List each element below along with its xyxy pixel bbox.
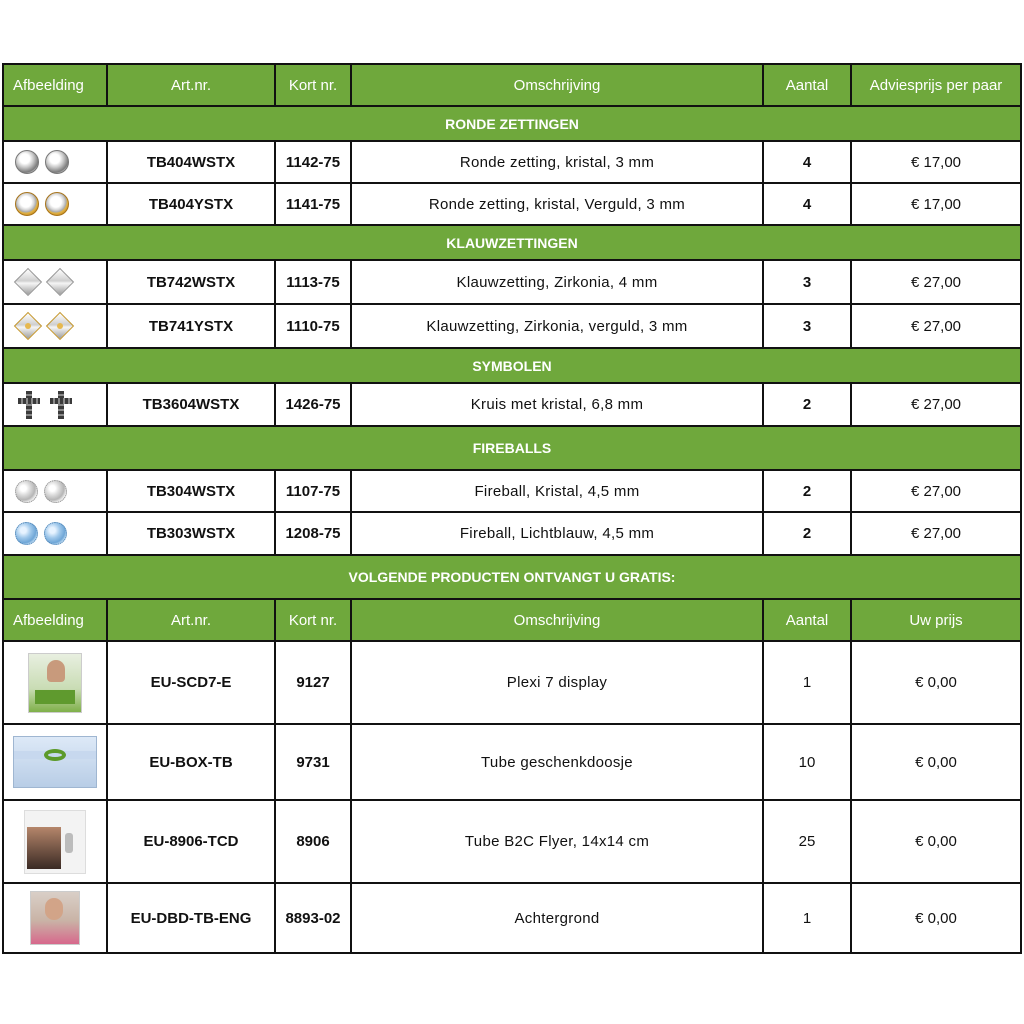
table-row: [3, 641, 1021, 724]
crystal-fireball-icon: [44, 480, 67, 503]
header-qty: Aantal: [763, 599, 851, 641]
table-row: [3, 260, 1021, 304]
description: Achtergrond: [351, 883, 763, 953]
price: € 27,00: [851, 260, 1021, 304]
header-kort: Kort nr.: [275, 64, 351, 106]
crystal-fireball-icon: [15, 480, 38, 503]
table-row: [3, 304, 1021, 348]
quantity: 4: [763, 141, 851, 183]
product-image: [3, 724, 107, 800]
price: € 27,00: [851, 512, 1021, 555]
table-row: [3, 383, 1021, 426]
header-desc: Omschrijving: [351, 599, 763, 641]
quantity: 4: [763, 183, 851, 225]
quantity: 2: [763, 470, 851, 512]
gold-claw-stud-icon: [47, 313, 73, 339]
kort-nr: 1107-75: [275, 470, 351, 512]
description: Klauwzetting, Zirkonia, verguld, 3 mm: [351, 304, 763, 348]
table-header: [3, 64, 1021, 106]
header-art: Art.nr.: [107, 599, 275, 641]
product-image: [3, 141, 107, 183]
header-image: Afbeelding: [3, 599, 107, 641]
art-nr: TB741YSTX: [107, 304, 275, 348]
quantity: 3: [763, 304, 851, 348]
quantity: 1: [763, 641, 851, 724]
kort-nr: 1142-75: [275, 141, 351, 183]
table-row: [3, 470, 1021, 512]
display-photo: [28, 653, 82, 713]
product-image: [3, 260, 107, 304]
blue-fireball-icon: [15, 522, 38, 545]
claw-stud-icon: [15, 269, 41, 295]
table-row: [3, 183, 1021, 225]
description: Ronde zetting, kristal, Verguld, 3 mm: [351, 183, 763, 225]
description: Tube B2C Flyer, 14x14 cm: [351, 800, 763, 883]
section-row: [3, 426, 1021, 470]
header-qty: Aantal: [763, 64, 851, 106]
cross-icon: [18, 391, 40, 419]
description: Klauwzetting, Zirkonia, 4 mm: [351, 260, 763, 304]
description: Plexi 7 display: [351, 641, 763, 724]
gold-claw-stud-icon: [15, 313, 41, 339]
table-row: [3, 724, 1021, 800]
section-row: [3, 106, 1021, 141]
section-row: [3, 348, 1021, 383]
art-nr: EU-8906-TCD: [107, 800, 275, 883]
art-nr: TB404WSTX: [107, 141, 275, 183]
blue-fireball-icon: [44, 522, 67, 545]
gold-stud-icon: [15, 192, 39, 216]
kort-nr: 8893-02: [275, 883, 351, 953]
quantity: 2: [763, 383, 851, 426]
table-row: [3, 512, 1021, 555]
product-image: [3, 383, 107, 426]
silver-stud-icon: [45, 150, 69, 174]
price: € 27,00: [851, 383, 1021, 426]
art-nr: TB3604WSTX: [107, 383, 275, 426]
art-nr: TB304WSTX: [107, 470, 275, 512]
header-price: Adviesprijs per paar: [851, 64, 1021, 106]
section-ronde: RONDE ZETTINGEN: [3, 106, 1021, 141]
kort-nr: 1110-75: [275, 304, 351, 348]
kort-nr: 9127: [275, 641, 351, 724]
price: € 17,00: [851, 183, 1021, 225]
description: Fireball, Kristal, 4,5 mm: [351, 470, 763, 512]
quantity: 1: [763, 883, 851, 953]
kort-nr: 1113-75: [275, 260, 351, 304]
product-image: [3, 183, 107, 225]
quantity: 2: [763, 512, 851, 555]
price: € 27,00: [851, 304, 1021, 348]
header-image: Afbeelding: [3, 64, 107, 106]
kort-nr: 9731: [275, 724, 351, 800]
art-nr: EU-DBD-TB-ENG: [107, 883, 275, 953]
product-image: [3, 512, 107, 555]
section-fireballs: FIREBALLS: [3, 426, 1021, 470]
price: € 17,00: [851, 141, 1021, 183]
header-desc: Omschrijving: [351, 64, 763, 106]
header-price-free: Uw prijs: [851, 599, 1021, 641]
kort-nr: 8906: [275, 800, 351, 883]
flyer-photo: [24, 810, 86, 874]
price: € 0,00: [851, 800, 1021, 883]
section-symbolen: SYMBOLEN: [3, 348, 1021, 383]
quantity: 25: [763, 800, 851, 883]
art-nr: TB404YSTX: [107, 183, 275, 225]
kort-nr: 1141-75: [275, 183, 351, 225]
product-image: [3, 470, 107, 512]
claw-stud-icon: [47, 269, 73, 295]
cross-icon: [50, 391, 72, 419]
description: Kruis met kristal, 6,8 mm: [351, 383, 763, 426]
art-nr: TB742WSTX: [107, 260, 275, 304]
price: € 0,00: [851, 641, 1021, 724]
product-image: [3, 641, 107, 724]
art-nr: TB303WSTX: [107, 512, 275, 555]
description: Fireball, Lichtblauw, 4,5 mm: [351, 512, 763, 555]
product-image: [3, 883, 107, 953]
section-row: [3, 555, 1021, 599]
price: € 0,00: [851, 883, 1021, 953]
gold-stud-icon: [45, 192, 69, 216]
silver-stud-icon: [15, 150, 39, 174]
backdrop-photo: [30, 891, 80, 945]
section-gratis: VOLGENDE PRODUCTEN ONTVANGT U GRATIS:: [3, 555, 1021, 599]
product-image: [3, 800, 107, 883]
table-row: [3, 141, 1021, 183]
table-row: [3, 883, 1021, 953]
kort-nr: 1426-75: [275, 383, 351, 426]
product-image: [3, 304, 107, 348]
header-kort: Kort nr.: [275, 599, 351, 641]
art-nr: EU-BOX-TB: [107, 724, 275, 800]
description: Tube geschenkdoosje: [351, 724, 763, 800]
section-klauw: KLAUWZETTINGEN: [3, 225, 1021, 260]
price: € 0,00: [851, 724, 1021, 800]
section-row: [3, 225, 1021, 260]
table-row: [3, 800, 1021, 883]
art-nr: EU-SCD7-E: [107, 641, 275, 724]
description: Ronde zetting, kristal, 3 mm: [351, 141, 763, 183]
table-header-free: [3, 599, 1021, 641]
quantity: 3: [763, 260, 851, 304]
gift-box-photo: [13, 736, 97, 788]
price: € 27,00: [851, 470, 1021, 512]
quantity: 10: [763, 724, 851, 800]
kort-nr: 1208-75: [275, 512, 351, 555]
header-art: Art.nr.: [107, 64, 275, 106]
order-table: [2, 63, 1022, 954]
